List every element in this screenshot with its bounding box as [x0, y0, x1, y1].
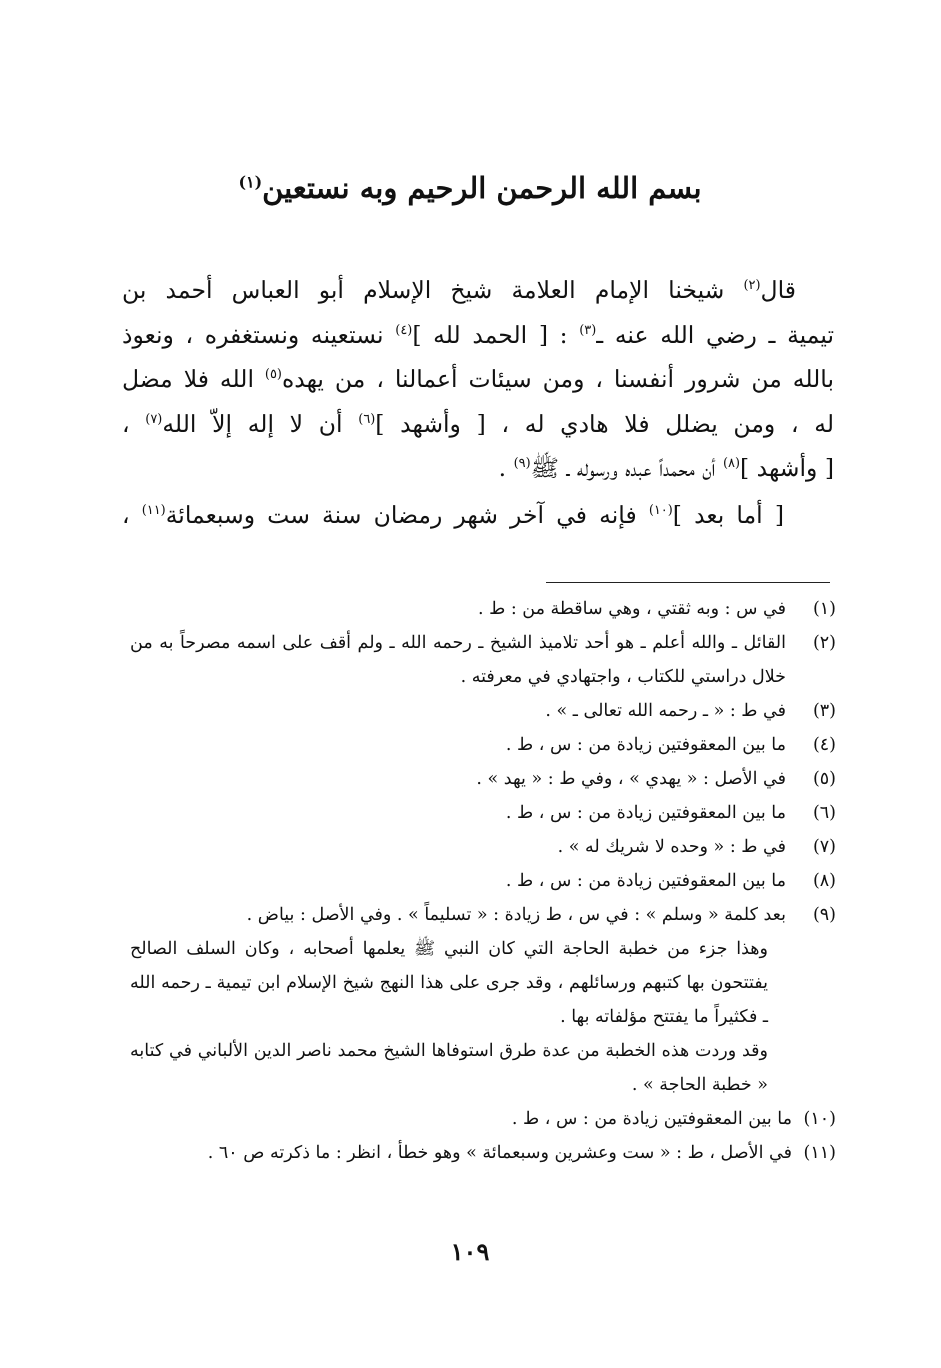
text-run: . [498, 454, 514, 482]
footnote-separator [546, 582, 830, 583]
footnote-line: في ط : « ـ رحمه الله تعالى ـ » . [545, 701, 786, 721]
footnote [130, 728, 836, 762]
footnote-ref: (٢) [743, 278, 761, 294]
page-number: ١٠٩ [450, 1237, 490, 1266]
footnote-line: في الأصل ، ط : « ست وعشرين وسبعمائة » وهو خطأ ، انظر : ما ذكرته ص ٦٠ . [207, 1143, 792, 1163]
footnote [130, 694, 836, 728]
footnote [130, 626, 836, 694]
footnotes [130, 592, 836, 1170]
footnote-ref: (٧) [145, 411, 163, 427]
paragraph-2 [122, 493, 834, 538]
footnote-text [130, 592, 786, 626]
footnote-line: ما بين المعقوفتين زيادة من : س ، ط . [505, 803, 786, 823]
footnote-ref: (٨) [722, 456, 740, 472]
text-run: ، [122, 500, 142, 529]
footnote-ref: (١١) [141, 502, 166, 518]
main-text [122, 268, 834, 537]
footnote-text [130, 626, 786, 694]
text-line [122, 313, 834, 358]
footnote-line: في الأصل : « يهدي » ، وفي ط : « يهد » . [476, 769, 786, 789]
text-run: تيمية ـ رضي الله عنه ـ [596, 320, 834, 349]
footnote [130, 830, 836, 864]
text-line [122, 402, 834, 447]
footnote-ref: (٥) [264, 367, 282, 383]
text-run: [ وأشهد ] [739, 454, 834, 482]
footnote-text [130, 694, 786, 728]
text-run: أن لا إله إلاّ الله [162, 409, 359, 438]
footnote-number: (١١) [803, 1143, 836, 1163]
footnote-number: (٩) [812, 905, 836, 925]
footnote-line: ما بين المعقوفتين زيادة من : س ، ط . [505, 871, 786, 891]
footnote-line: ما بين المعقوفتين زيادة من : س ، ط . [505, 735, 786, 755]
footnote-number: (١) [812, 599, 836, 619]
text-run: شيخنا الإمام العلامة شيخ الإسلام أبو العباس أحمد بن [122, 276, 744, 304]
footnote-number: (٧) [812, 837, 836, 857]
footnote-ref: (٩) [513, 456, 531, 472]
text-run: الله فلا مضل [122, 365, 265, 393]
footnote-text [130, 762, 786, 796]
footnote-text [130, 864, 786, 898]
footnote-line: القائل ـ والله أعلم ـ هو أحد تلاميذ الشيخ ـ رحمه الله ـ ولم أقف على اسمه مصرحاً به من خلال دراستي للكتاب ، واجتهادي في معرفته . [130, 633, 786, 687]
footnote-number: (٤) [812, 735, 836, 755]
heading-text: بسم الله الرحمن الرحيم وبه نستعين [262, 171, 702, 205]
text-line [122, 446, 834, 491]
footnote-number: (٦) [812, 803, 836, 823]
paragraph-1 [122, 268, 834, 491]
footnote-line: في ط : « وحده لا شريك له » . [557, 837, 786, 857]
footnote-ref: (١٠) [648, 502, 673, 518]
text-run: [ أما بعد ] [672, 500, 784, 529]
footnote [130, 898, 836, 1102]
text-run: فإنه في آخر شهر رمضان سنة ست وسبعمائة [165, 500, 649, 529]
footnote-ref: (٤) [395, 322, 413, 338]
footnote-number: (٨) [812, 871, 836, 891]
text-run: ، [122, 409, 146, 438]
text-line [122, 268, 834, 313]
footnote-line: وقد وردت هذه الخطبة من عدة طرق استوفاها الشيخ محمد ناصر الدين الألباني في كتابه « خطبة الحاجة » . [130, 1041, 768, 1095]
text-run: أن محمداً عبده ورسوله ـ ﷺ [530, 454, 723, 482]
footnote [130, 762, 836, 796]
text-line [122, 357, 834, 402]
footnote-number: (١٠) [803, 1109, 836, 1129]
footnote [130, 1102, 836, 1136]
footnote-number: (٢) [812, 633, 836, 653]
footnote-number: (٣) [812, 701, 836, 721]
text-run: له ، ومن يضلل فلا هادي له ، [ وأشهد ] [375, 409, 834, 438]
footnote-line: وهذا جزء من خطبة الحاجة التي كان النبي ﷺ يعلمها أصحابه ، وكان السلف الصالح يفتتحون بها كتبهم ورسائلهم ، وقد جرى على هذا النهج شيخ الإسلام ابن تيمية ـ رحمه الله ـ فكثيراً ما يفتتح مؤلفاته بها . [130, 939, 768, 1027]
text-run: : [ الحمد لله ] [412, 320, 580, 349]
footnote-ref: (٦) [358, 411, 376, 427]
text-run: نستعينه ونستغفره ، ونعوذ [122, 320, 396, 349]
footnote-ref: (٣) [579, 322, 597, 338]
footnote-line: بعد كلمة « وسلم » : في س ، ط زيادة : « تسليماً » . وفي الأصل : بياض . [246, 905, 786, 925]
text-run: قال [760, 276, 796, 304]
footnote-text [130, 728, 786, 762]
footnote-number: (٥) [812, 769, 836, 789]
footnote [130, 864, 836, 898]
footnote-text [130, 796, 786, 830]
footnote-text [130, 898, 786, 1102]
text-run: بالله من شرور أنفسنا ، ومن سيئات أعمالنا ، من يهده [281, 365, 834, 393]
footnote-text [130, 1136, 792, 1170]
footnote-text [130, 830, 786, 864]
footnote [130, 592, 836, 626]
footnote-text [130, 1102, 792, 1136]
footnote [130, 796, 836, 830]
footnote-line: ما بين المعقوفتين زيادة من : س ، ط . [511, 1109, 792, 1129]
footnote [130, 1136, 836, 1170]
basmala-heading [120, 166, 820, 210]
footnote-line: في س : وبه ثقتي ، وهي ساقطة من : ط . [477, 599, 786, 619]
footnote-ref: (١) [238, 172, 263, 192]
